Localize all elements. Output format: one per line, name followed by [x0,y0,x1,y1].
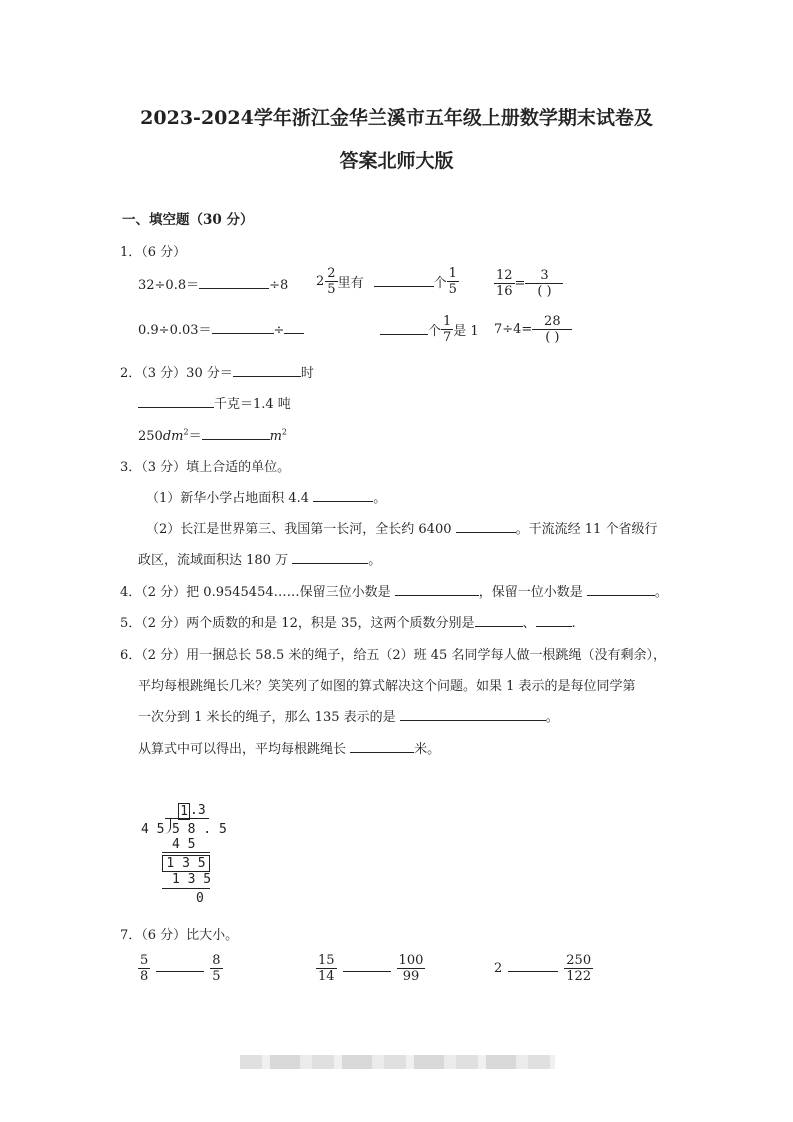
q1-e-fnum: 1 [443,314,452,329]
q2-c-eq: ＝ [188,429,202,444]
q1-e-fden: 7 [443,330,452,345]
q5-a: 5．（2 分）两个质数的和是 12，积是 35，这两个质数分别是 [120,616,475,631]
q7-b [316,953,425,984]
q7-c-blank[interactable] [508,958,558,972]
q3-label: 3．（3 分）填上合适的单位。 [120,460,291,475]
q2-b-text: 千克＝1.4 吨 [214,397,291,412]
q1-a [138,274,288,293]
q1-b-mixed [316,266,338,297]
q2-a-unit: 时 [300,366,314,381]
q3-s2-end: 。 [368,553,382,568]
q5-blank2[interactable] [536,613,572,627]
q4-blank1[interactable] [395,582,479,596]
q1-f-num: 28 [532,314,572,330]
q1-d-blank1[interactable] [212,320,274,334]
q2-c-sup: 2 [183,427,189,437]
q4-b: ，保留一位小数是 [478,585,583,600]
q1-b-fnum: 1 [448,266,457,281]
q2-label: 2．（3 分）30 分＝ [120,366,233,381]
q4-end: 。 [654,585,668,600]
q1-label: 1．（6 分） [120,245,187,260]
q7-f-num: 250 [566,953,592,968]
q7-c-num: 15 [318,953,335,968]
quotient-boxed: 1 [178,803,190,820]
q1-c-den: 16 [496,284,513,299]
q1-f-den[interactable]: ( ) [545,330,560,345]
q3-s2-blank2[interactable] [292,550,368,564]
q7-b-num: 8 [212,953,221,968]
q7-f-den: 122 [566,969,592,984]
q2-c [138,425,287,444]
q3-s1-blank[interactable] [313,488,373,502]
q6-l2: 平均每根跳绳长几米？笑笑列了如图的算式解决这个问题。如果 1 表示的是每位同学第 [138,679,636,694]
q7-a [138,953,223,984]
q2-c-unit1: dm [162,429,184,444]
q6-l4 [138,738,440,757]
q6-l3-text: 一次分到 1 米长的绳子，那么 135 表示的是 [138,710,396,725]
q2-b [138,393,291,412]
q3-s2-blank1[interactable] [456,519,516,533]
q6-l3 [138,706,559,725]
q1-b-blank[interactable] [374,273,434,287]
long-division [140,800,227,910]
q1-e [380,314,479,345]
divisor: 4 5 [141,822,165,837]
q3-s2 [146,518,657,537]
q1-b-ge: 个 [433,276,447,291]
quotient-rest: .3 [190,803,206,818]
q1-c-rnum: 3 [525,268,563,284]
q3-s2b: 。干流流经 11 个省级行 [515,522,658,537]
q5-sep: 、 [522,616,536,631]
q7-c-den: 14 [318,969,335,984]
q3-s2a: （2）长江是世界第三、我国第一长河，全长约 6400 [146,522,452,537]
q7-a-num: 5 [140,953,149,968]
q1-c-eq: = [514,276,526,291]
q1-d-div: ÷ [273,323,285,338]
q5 [120,612,576,631]
q1-c-rden[interactable]: ( ) [537,284,552,299]
q1-a-right: ÷8 [269,278,289,293]
q7-d-den: 99 [402,969,420,984]
q2-a-blank[interactable] [233,363,301,377]
q2-c-left: 250 [138,429,163,444]
step-r4: 0 [196,891,204,906]
q1-d-blank2[interactable] [284,320,304,334]
page-title: 2023-2024学年浙江金华兰溪市五年级上册数学期末试卷及 [140,107,653,129]
q6-blank2[interactable] [350,739,414,753]
q4-a: 4．（2 分）把 0.9545454……保留三位小数是 [120,585,391,600]
q2-a [120,362,314,381]
q1-a-left: 32÷0.8＝ [138,278,200,293]
q3-s1-end: 。 [373,491,387,506]
q7-a-blank[interactable] [156,958,204,972]
q2-b-blank[interactable] [138,394,214,408]
q2-c-blank[interactable] [202,426,270,440]
q3-s1 [146,487,386,506]
q1-b-num: 2 [327,266,336,281]
q1-b [316,266,459,297]
q4 [120,581,668,600]
q6-l1: 6．（2 分）用一捆总长 58.5 米的绳子，给五（2）班 45 名同学每人做一根跳绳（没有剩余）， [120,648,666,663]
q7-d-num: 100 [398,953,424,968]
q2-c-sup2: 2 [281,427,288,437]
q1-e-ge: 个 [428,324,442,339]
q6-l4-end: 米。 [414,742,441,757]
q7-a-den: 8 [140,969,149,984]
q1-b-whole: 2 [316,274,325,289]
dividend: 5 8 . 5 [172,822,227,837]
q3-s2-cont [138,549,381,568]
q3-s1-text: （1）新华小学占地面积 4.4 [146,491,310,506]
q1-e-text: 是 1 [453,324,479,339]
q2-c-unit2: m [269,429,282,444]
q5-blank1[interactable] [475,613,523,627]
q7-e-whole: 2 [494,961,503,976]
step-r2-boxed: 1 3 5 [162,855,210,872]
blurred-footer [240,1055,555,1069]
q5-end: . [571,616,576,631]
q1-c [494,268,563,299]
section-heading: 一、填空题（30 分） [122,212,254,228]
step-r1: 4 5 [172,837,196,852]
q6-l4-text: 从算式中可以得出，平均每根跳绳长 [138,742,347,757]
step-r3: 1 3 5 [172,872,212,887]
q1-e-blank[interactable] [380,321,428,335]
q7-label: 7．（6 分）比大小。 [120,928,239,943]
q1-d [138,319,304,338]
q7-b-blank[interactable] [343,958,391,972]
step-line1 [162,852,210,853]
page-title-line2: 答案北师大版 [339,150,454,172]
q1-d-left: 0.9÷0.03＝ [138,323,212,338]
q4-blank2[interactable] [587,582,655,596]
q6-blank1[interactable] [400,707,546,721]
q7-c [494,953,593,984]
q1-b-fden: 5 [448,282,457,297]
q1-b-den: 5 [327,282,336,297]
q1-a-blank[interactable] [199,275,269,289]
q1-c-num: 12 [496,268,513,283]
q3-s2c: 政区，流域面积达 180 万 [138,553,289,568]
q1-f-left: 7÷4= [494,322,533,337]
q1-f [494,314,572,345]
step-line2 [162,888,210,889]
q7-b-den: 5 [212,969,221,984]
q6-l3-end: 。 [545,710,559,725]
q1-b-text: 里有 [337,276,364,291]
